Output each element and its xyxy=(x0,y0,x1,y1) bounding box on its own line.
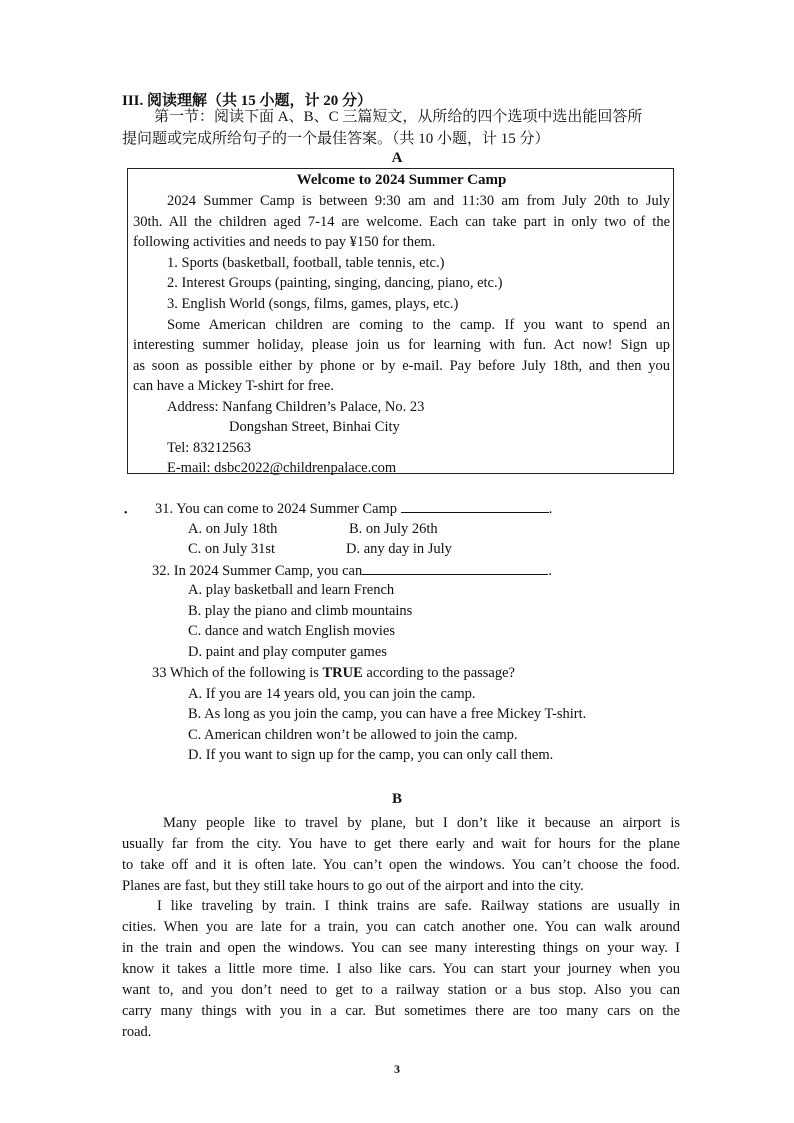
paragraph-line: know it takes a little more time. I also like cars. You can start your journey when you xyxy=(122,961,680,977)
paragraph-line: Planes are fast, but they still take hours to go out of the airport and into the city. xyxy=(122,878,584,894)
option: C. American children won’t be allowed to join the camp. xyxy=(188,727,518,743)
option: D. any day in July xyxy=(346,541,452,557)
question-32: 32. In 2024 Summer Camp, you can . xyxy=(152,563,552,579)
address-line: Address: Nanfang Children’s Palace, No. 23 xyxy=(167,399,425,415)
option: C. dance and watch English movies xyxy=(188,623,395,639)
question-33: 33 Which of the following is TRUE according to the passage? xyxy=(152,665,515,681)
paragraph-line: usually far from the city. You have to get there early and wait for hours for the plane xyxy=(122,836,680,852)
answer-blank xyxy=(401,500,549,513)
answer-blank xyxy=(362,562,548,575)
notice-line: as soon as possible either by phone or by e-mail. Pay before July 18th, and then you xyxy=(133,358,670,374)
notice-line: 30th. All the children aged 7-14 are welcome. Each can take part in only two of the xyxy=(133,214,670,230)
activity-item: 1. Sports (basketball, football, table tennis, etc.) xyxy=(167,255,445,271)
option: B. play the piano and climb mountains xyxy=(188,603,413,619)
page-number: 3 xyxy=(394,1062,400,1076)
paragraph-line: I like traveling by train. I think trains are safe. Railway stations are usually in xyxy=(157,898,680,914)
notice-title: Welcome to 2024 Summer Camp xyxy=(296,172,507,188)
activity-item: 3. English World (songs, films, games, plays, etc.) xyxy=(167,296,459,312)
question-31: 31. You can come to 2024 Summer Camp . xyxy=(155,501,553,517)
email-line: E-mail: dsbc2022@childrenpalace.com xyxy=(167,460,397,476)
paragraph-line: Many people like to travel by plane, but I don’t like it because an airport is xyxy=(163,815,680,831)
question-stem: 32. In 2024 Summer Camp, you can xyxy=(152,563,363,579)
paragraph-line: cities. When you are late for a train, you can catch another one. You can walk around xyxy=(122,919,680,935)
paragraph-line: to take off and it is often late. You can’t open the windows. You can’t choose the food. xyxy=(122,857,680,873)
option: D. If you want to sign up for the camp, you can only call them. xyxy=(188,747,554,763)
option: A. play basketball and learn French xyxy=(188,582,395,598)
stray-mark: • xyxy=(124,508,128,519)
option: B. As long as you join the camp, you can have a free Mickey T-shirt. xyxy=(188,706,587,722)
summer-camp-notice-box xyxy=(127,168,674,474)
activity-item: 2. Interest Groups (painting, singing, dancing, piano, etc.) xyxy=(167,275,503,291)
section-instruction-line-2: 提问题或完成所给句子的一个最佳答案。（共 10 小题，计 15 分） xyxy=(122,131,550,147)
section-title: III. 阅读理解（共 15 小题，计 20 分） xyxy=(122,93,373,109)
passage-a-label: A xyxy=(391,150,403,166)
section-instruction-line-1: 第一节：阅读下面 A、B、C 三篇短文，从所给的四个选项中选出能回答所 xyxy=(154,109,643,125)
option: C. on July 31st xyxy=(188,541,276,557)
notice-line: 2024 Summer Camp is between 9:30 am and 11:30 am from July 20th to July xyxy=(167,193,670,209)
paragraph-line: want to, and you don’t need to get to a railway station or a bus stop. Also you can xyxy=(122,982,680,998)
address-line: Dongshan Street, Binhai City xyxy=(229,419,400,435)
notice-line: following activities and needs to pay ¥150 for them. xyxy=(133,234,436,250)
question-stem: 31. You can come to 2024 Summer Camp xyxy=(155,501,398,517)
paragraph-line: in the train and open the windows. You can see many interesting things on your way. I xyxy=(122,940,680,956)
passage-b-label: B xyxy=(391,791,402,807)
paragraph-line: road. xyxy=(122,1024,152,1040)
option: A. If you are 14 years old, you can join the camp. xyxy=(188,686,476,702)
emphasis-true: TRUE xyxy=(322,665,363,681)
option: D. paint and play computer games xyxy=(188,644,387,660)
option: A. on July 18th xyxy=(188,521,278,537)
notice-line: Some American children are coming to the camp. If you want to spend an xyxy=(167,317,670,333)
option: B. on July 26th xyxy=(349,521,438,537)
paragraph-line: carry many things with you in a car. But sometimes there are too many cars on the xyxy=(122,1003,680,1019)
tel-line: Tel: 83212563 xyxy=(167,440,251,456)
notice-line: can have a Mickey T-shirt for free. xyxy=(133,378,334,394)
notice-line: interesting summer holiday, please join us for learning with fun. Act now! Sign up xyxy=(133,337,670,353)
